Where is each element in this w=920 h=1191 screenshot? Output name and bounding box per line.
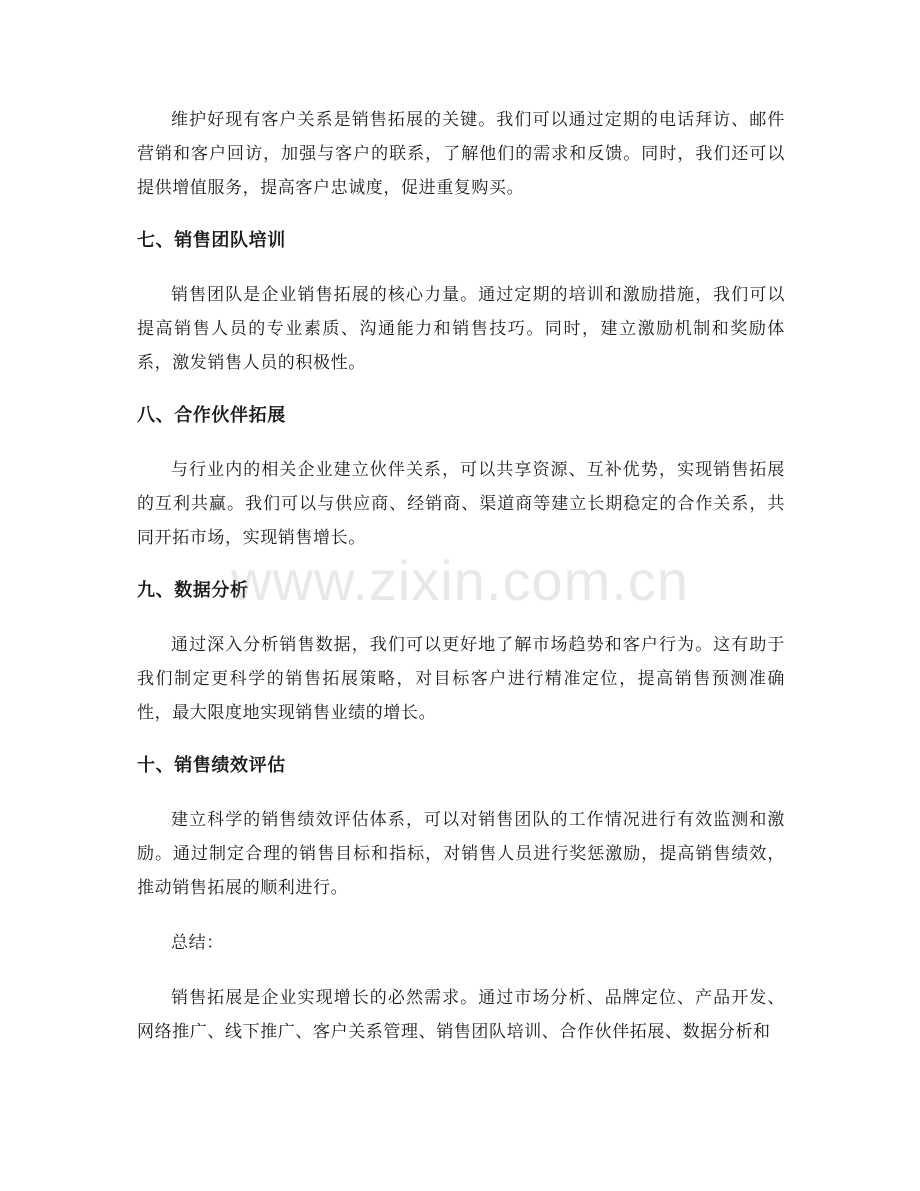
watermark-text: www.zixin.com.cn	[231, 549, 689, 612]
paragraph-sales-team-training: 销售团队是企业销售拓展的核心力量。通过定期的培训和激励措施，我们可以提高销售人员的专业素质、沟通能力和销售技巧。同时，建立激励机制和奖励体系，激发销售人员的积极性。	[137, 285, 785, 373]
paragraph-summary-label: 总结：	[171, 933, 224, 953]
heading-sales-team-training: 七、销售团队培训	[137, 230, 286, 251]
paragraph-summary: 销售拓展是企业实现增长的必然需求。通过市场分析、品牌定位、产品开发、网络推广、线下推广、客户关系管理、销售团队培训、合作伙伴拓展、数据分析和	[137, 988, 785, 1042]
paragraph-data-analysis: 通过深入分析销售数据，我们可以更好地了解市场趋势和客户行为。这有助于我们制定更科学的销售拓展策略，对目标客户进行精准定位，提高销售预测准确性，最大限度地实现销售业绩的增长。	[137, 635, 785, 723]
heading-performance-evaluation: 十、销售绩效评估	[137, 755, 286, 776]
paragraph-performance-evaluation: 建立科学的销售绩效评估体系，可以对销售团队的工作情况进行有效监测和激励。通过制定合理的销售目标和指标，对销售人员进行奖惩激励，提高销售绩效，推动销售拓展的顺利进行。	[137, 810, 785, 898]
paragraph-customer-relations: 维护好现有客户关系是销售拓展的关键。我们可以通过定期的电话拜访、邮件营销和客户回访，加强与客户的联系，了解他们的需求和反馈。同时，我们还可以提供增值服务，提高客户忠诚度，促进重复购买。	[137, 110, 785, 198]
paragraph-partner-expansion: 与行业内的相关企业建立伙伴关系，可以共享资源、互补优势，实现销售拓展的互利共赢。我们可以与供应商、经销商、渠道商等建立长期稳定的合作关系，共同开拓市场，实现销售增长。	[137, 460, 785, 548]
document-body	[137, 103, 785, 1049]
heading-data-analysis: 九、数据分析	[137, 580, 249, 601]
heading-partner-expansion: 八、合作伙伴拓展	[137, 405, 286, 426]
